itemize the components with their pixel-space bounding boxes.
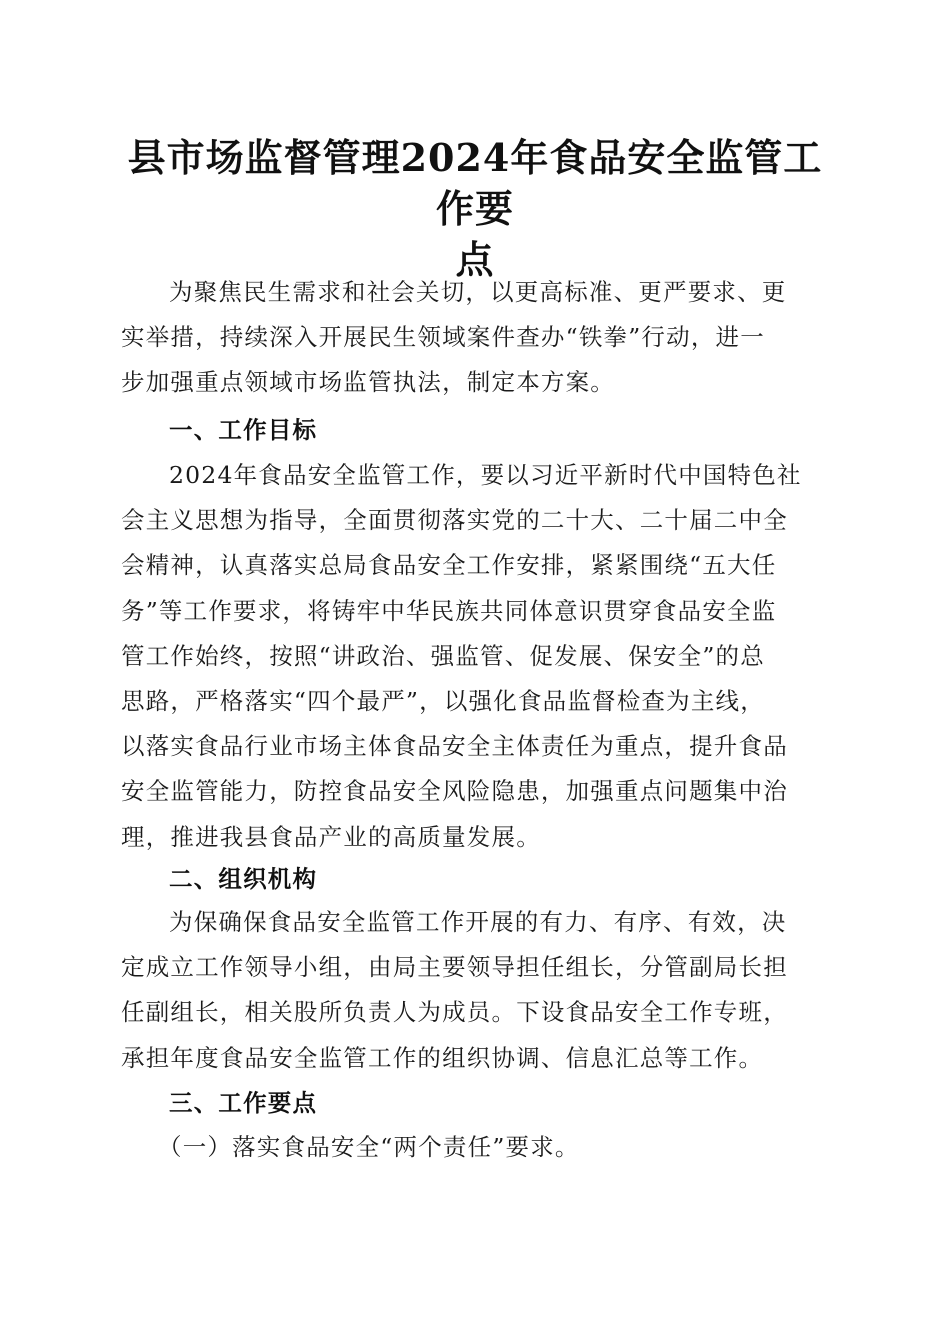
goals-paragraph	[121, 453, 829, 860]
section-heading-organization: 二、组织机构	[169, 865, 318, 893]
organization-line: 定成立工作领导小组，由局主要领导担任组长，分管副局长担	[121, 953, 788, 982]
goals-line: 会主义思想为指导，全面贯彻落实党的二十大、二十届二中全	[121, 506, 788, 535]
section-heading-goals: 一、工作目标	[169, 416, 318, 444]
goals-line: 会精神，认真落实总局食品安全工作安排，紧紧围绕“五大任	[121, 551, 777, 580]
goals-line: 管工作始终，按照“讲政治、强监管、促发展、保安全”的总	[121, 641, 765, 670]
intro-paragraph	[121, 270, 829, 406]
section-heading-keypoints: 三、工作要点	[169, 1089, 318, 1117]
goals-line: 安全监管能力，防控食品安全风险隐患，加强重点问题集中治	[121, 777, 788, 806]
title-line-1: 县市场监督管理2024年食品安全监管工作要	[127, 135, 823, 231]
organization-paragraph	[121, 900, 829, 1081]
organization-line: 承担年度食品安全监管工作的组织协调、信息汇总等工作。	[121, 1043, 764, 1072]
goals-line: 2024年食品安全监管工作，要以习近平新时代中国特色社	[169, 461, 802, 489]
goals-line: 思路，严格落实“四个最严”，以强化食品监督检查为主线，	[121, 687, 765, 716]
goals-line: 以落实食品行业市场主体食品安全主体责任为重点，提升食品	[121, 732, 788, 761]
organization-line: 为保确保食品安全监管工作开展的有力、有序、有效，决	[169, 908, 787, 936]
goals-line: 理，推进我县食品产业的高质量发展。	[121, 822, 541, 851]
intro-line: 步加强重点领域市场监管执法，制定本方案。	[121, 368, 615, 397]
intro-line: 实举措，持续深入开展民生领域案件查办“铁拳”行动，进一	[121, 323, 765, 352]
organization-line: 任副组长，相关股所负责人为成员。下设食品安全工作专班，	[121, 998, 788, 1027]
title-line-2: 点	[455, 237, 495, 282]
document-title	[110, 132, 840, 285]
goals-line: 务”等工作要求，将铸牢中华民族共同体意识贯穿食品安全监	[121, 596, 777, 625]
subsection-heading-responsibilities: （一）落实食品安全“两个责任”要求。	[158, 1133, 580, 1161]
intro-line: 为聚焦民生需求和社会关切，以更高标准、更严要求、更	[169, 278, 787, 306]
